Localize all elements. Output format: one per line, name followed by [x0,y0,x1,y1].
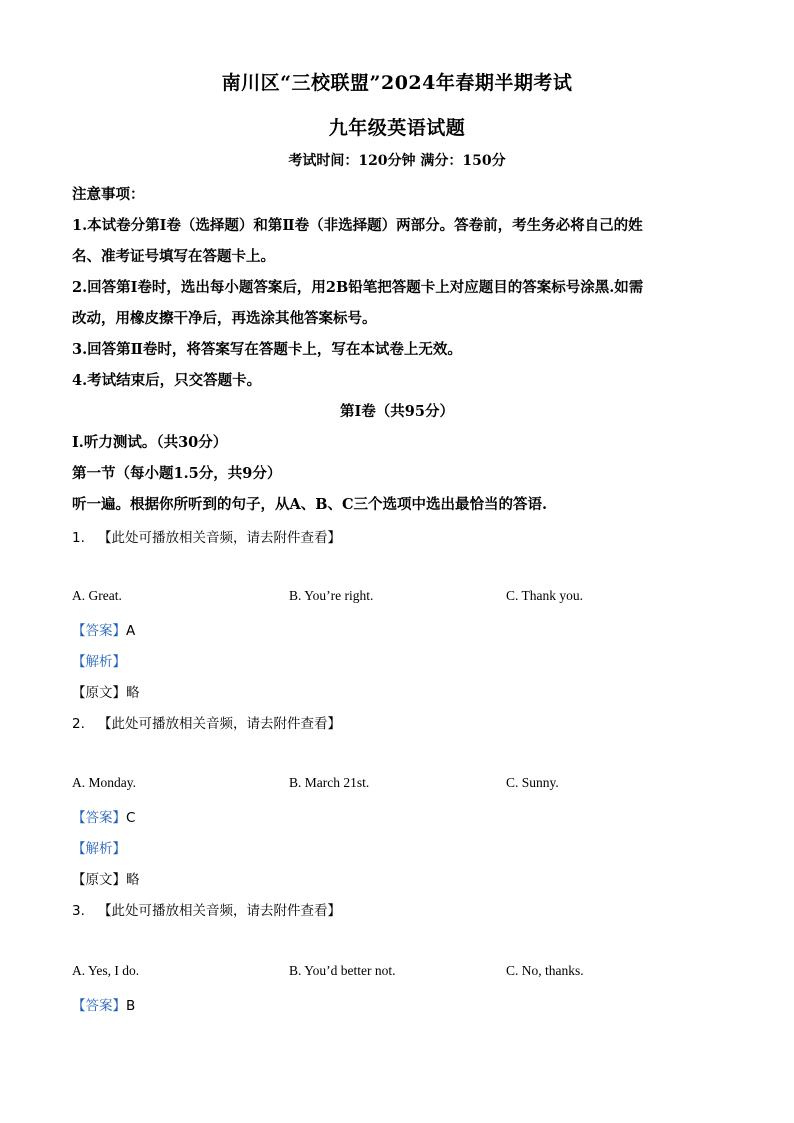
answer-tag: 【答案】 [72,810,126,826]
exam-info: 考试时间：120分钟 满分：150分 [288,153,506,169]
option-b: B. March 21st. [289,775,370,790]
audio-placeholder: 【此处可播放相关音频，请去附件查看】 [98,716,341,732]
option-b: B. You’d better not. [289,963,396,978]
original-value: 略 [126,872,140,888]
option-a: A. Yes, I do. [72,963,140,978]
notice-item: 3.回答第Ⅱ卷时，将答案写在答题卡上，写在本试卷上无效。 [72,341,462,358]
notice-item: 2.回答第Ⅰ卷时，选出每小题答案后，用2B铅笔把答题卡上对应题目的答案标号涂黑.如需 [72,279,644,296]
answer-line [72,619,135,639]
audio-placeholder: 【此处可播放相关音频，请去附件查看】 [98,903,341,919]
option-b: B. You’re right. [289,588,374,603]
option-c: C. Sunny. [506,775,559,790]
answer-value: C [126,810,136,826]
option-a: A. Monday. [72,775,136,790]
original-tag: 【原文】 [72,872,126,888]
original-value: 略 [126,685,140,701]
notice-item: 1.本试卷分第Ⅰ卷（选择题）和第Ⅱ卷（非选择题）两部分。答卷前，考生务必将自己的姓 [72,217,643,234]
section-heading: I.听力测试。（共30分） [72,434,228,451]
original-line [72,868,140,888]
original-line [72,681,140,701]
notice-item: 名、准考证号填写在答题卡上。 [72,248,275,265]
exam-title: 南川区“三校联盟”2024年春期半期考试 [221,72,573,94]
original-tag: 【原文】 [72,685,126,701]
question-number: 1. [72,530,85,546]
answer-line [72,806,135,826]
part-heading: 第Ⅰ卷（共95分） [340,403,454,420]
audio-placeholder: 【此处可播放相关音频，请去附件查看】 [98,530,341,546]
answer-line [72,994,135,1014]
answer-tag: 【答案】 [72,998,126,1014]
answer-tag: 【答案】 [72,623,126,639]
question-prompt [72,899,341,919]
exam-subtitle: 九年级英语试题 [328,117,466,139]
option-a: A. Great. [72,588,122,603]
answer-value: A [126,623,136,639]
question-number: 2. [72,716,85,732]
analysis-tag: 【解析】 [72,654,126,670]
question-prompt [72,712,341,732]
analysis-tag: 【解析】 [72,841,126,857]
notice-heading: 注意事项： [72,186,145,203]
subsection-heading: 第一节（每小题1.5分，共9分） [72,465,282,482]
notice-item: 4.考试结束后，只交答题卡。 [72,372,262,389]
notice-item: 改动，用橡皮擦干净后，再选涂其他答案标号。 [72,310,377,327]
instruction: 听一遍。根据你所听到的句子，从A、B、C三个选项中选出最恰当的答语. [72,496,548,513]
option-c: C. No, thanks. [506,963,584,978]
answer-value: B [126,998,136,1014]
analysis-line [72,650,126,670]
option-c: C. Thank you. [506,588,583,603]
question-number: 3. [72,903,85,919]
analysis-line [72,837,126,857]
question-prompt [72,526,341,546]
